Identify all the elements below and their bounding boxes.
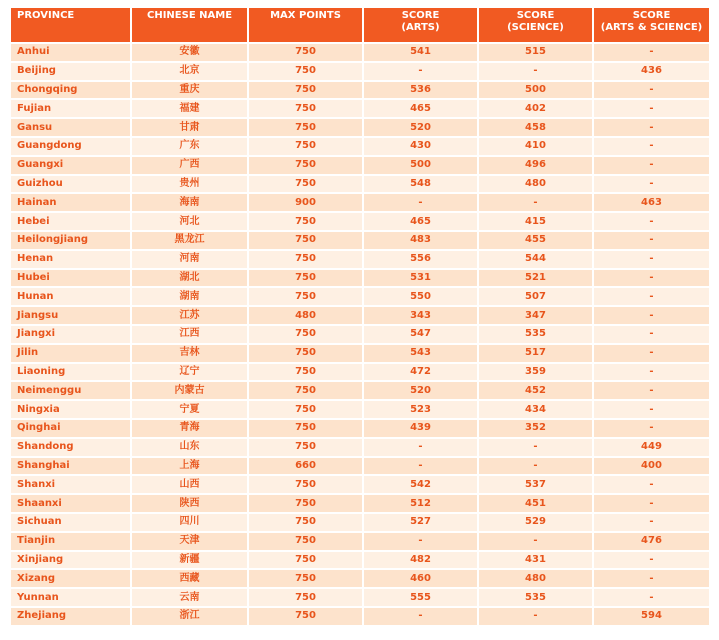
cell-province: Shaanxi xyxy=(11,495,130,512)
cell-province: Liaoning xyxy=(11,364,130,381)
cell-score-arts: 542 xyxy=(364,476,477,493)
cell-province: Hunan xyxy=(11,288,130,305)
cell-province: Yunnan xyxy=(11,589,130,606)
cell-score-arts-science: - xyxy=(594,589,709,606)
cell-chinese-name: 广西 xyxy=(132,157,247,174)
cell-score-arts-science: - xyxy=(594,138,709,155)
cell-score-science: 402 xyxy=(479,100,592,117)
cell-chinese-name: 青海 xyxy=(132,420,247,437)
table-row xyxy=(11,288,709,305)
cell-score-arts: 548 xyxy=(364,176,477,193)
cell-score-arts: 536 xyxy=(364,82,477,99)
cell-score-science: - xyxy=(479,194,592,211)
cell-score-arts-science: - xyxy=(594,326,709,343)
table-row xyxy=(11,570,709,587)
cell-max-points: 750 xyxy=(249,589,362,606)
cell-score-arts: - xyxy=(364,458,477,475)
cell-score-arts: 541 xyxy=(364,44,477,61)
cell-score-science: 537 xyxy=(479,476,592,493)
table-row xyxy=(11,307,709,324)
cell-score-science: 434 xyxy=(479,401,592,418)
cell-chinese-name: 湖北 xyxy=(132,270,247,287)
cell-score-arts-science: 463 xyxy=(594,194,709,211)
cell-max-points: 750 xyxy=(249,251,362,268)
cell-score-science: - xyxy=(479,533,592,550)
cell-score-arts-science: - xyxy=(594,570,709,587)
table-row xyxy=(11,251,709,268)
cell-chinese-name: 安徽 xyxy=(132,44,247,61)
cell-max-points: 750 xyxy=(249,382,362,399)
cell-score-arts: 472 xyxy=(364,364,477,381)
cell-province: Hebei xyxy=(11,213,130,230)
cell-max-points: 750 xyxy=(249,552,362,569)
cell-score-science: 496 xyxy=(479,157,592,174)
header-province: PROVINCE xyxy=(11,8,130,42)
cell-score-arts-science: - xyxy=(594,495,709,512)
cell-score-arts-science: - xyxy=(594,288,709,305)
cell-score-arts-science: 449 xyxy=(594,439,709,456)
cell-max-points: 750 xyxy=(249,439,362,456)
cell-score-science: - xyxy=(479,608,592,625)
cell-max-points: 900 xyxy=(249,194,362,211)
cell-province: Chongqing xyxy=(11,82,130,99)
cell-score-arts: 439 xyxy=(364,420,477,437)
cell-score-arts-science: - xyxy=(594,157,709,174)
table-row xyxy=(11,364,709,381)
cell-score-science: 455 xyxy=(479,232,592,249)
cell-score-science: 544 xyxy=(479,251,592,268)
cell-score-arts-science: - xyxy=(594,100,709,117)
cell-province: Shanghai xyxy=(11,458,130,475)
table-row xyxy=(11,458,709,475)
table-header-row xyxy=(11,8,709,42)
cell-chinese-name: 河南 xyxy=(132,251,247,268)
cell-score-arts-science: - xyxy=(594,514,709,531)
cell-max-points: 750 xyxy=(249,495,362,512)
cell-score-science: 359 xyxy=(479,364,592,381)
cell-chinese-name: 新疆 xyxy=(132,552,247,569)
cell-score-arts: 556 xyxy=(364,251,477,268)
cell-score-arts-science: - xyxy=(594,213,709,230)
cell-chinese-name: 河北 xyxy=(132,213,247,230)
cell-chinese-name: 吉林 xyxy=(132,345,247,362)
cell-score-science: - xyxy=(479,439,592,456)
cell-score-arts-science: - xyxy=(594,345,709,362)
cell-score-science: 480 xyxy=(479,570,592,587)
cell-score-arts: - xyxy=(364,194,477,211)
table-row xyxy=(11,100,709,117)
cell-score-arts-science: 476 xyxy=(594,533,709,550)
cell-score-arts: 430 xyxy=(364,138,477,155)
cell-max-points: 750 xyxy=(249,364,362,381)
cell-province: Neimenggu xyxy=(11,382,130,399)
cell-score-arts: 520 xyxy=(364,119,477,136)
cell-province: Sichuan xyxy=(11,514,130,531)
cell-province: Qinghai xyxy=(11,420,130,437)
cell-max-points: 750 xyxy=(249,100,362,117)
cell-score-arts: - xyxy=(364,439,477,456)
cell-score-science: 535 xyxy=(479,326,592,343)
cell-province: Guizhou xyxy=(11,176,130,193)
cell-chinese-name: 浙江 xyxy=(132,608,247,625)
table-row xyxy=(11,270,709,287)
header-score-arts-science-line2: (ARTS & SCIENCE) xyxy=(600,22,703,33)
cell-score-science: 529 xyxy=(479,514,592,531)
cell-province: Guangxi xyxy=(11,157,130,174)
header-score-arts-science-line1: SCORE xyxy=(632,10,671,21)
cell-chinese-name: 云南 xyxy=(132,589,247,606)
cell-score-arts: 512 xyxy=(364,495,477,512)
cell-chinese-name: 甘肃 xyxy=(132,119,247,136)
table-row xyxy=(11,232,709,249)
cell-province: Hubei xyxy=(11,270,130,287)
table-row xyxy=(11,401,709,418)
cell-max-points: 750 xyxy=(249,176,362,193)
cell-chinese-name: 广东 xyxy=(132,138,247,155)
cell-max-points: 750 xyxy=(249,326,362,343)
cell-max-points: 750 xyxy=(249,157,362,174)
cell-province: Tianjin xyxy=(11,533,130,550)
cell-chinese-name: 重庆 xyxy=(132,82,247,99)
cell-max-points: 750 xyxy=(249,401,362,418)
table-row xyxy=(11,533,709,550)
cell-max-points: 750 xyxy=(249,232,362,249)
header-score-arts-line2: (ARTS) xyxy=(401,22,440,33)
cell-score-science: 521 xyxy=(479,270,592,287)
cell-score-arts-science: - xyxy=(594,552,709,569)
cell-score-science: 500 xyxy=(479,82,592,99)
cell-score-arts: 523 xyxy=(364,401,477,418)
cell-score-arts: 531 xyxy=(364,270,477,287)
cell-max-points: 750 xyxy=(249,63,362,80)
cell-score-arts-science: - xyxy=(594,82,709,99)
table-row xyxy=(11,82,709,99)
cell-score-arts-science: - xyxy=(594,364,709,381)
cell-score-arts-science: 400 xyxy=(594,458,709,475)
cell-max-points: 750 xyxy=(249,44,362,61)
cell-score-science: 458 xyxy=(479,119,592,136)
cell-score-science: 410 xyxy=(479,138,592,155)
cell-province: Xinjiang xyxy=(11,552,130,569)
cell-chinese-name: 北京 xyxy=(132,63,247,80)
cell-score-science: 515 xyxy=(479,44,592,61)
cell-chinese-name: 江西 xyxy=(132,326,247,343)
cell-score-arts: 343 xyxy=(364,307,477,324)
cell-max-points: 660 xyxy=(249,458,362,475)
cell-max-points: 750 xyxy=(249,533,362,550)
cell-province: Jiangsu xyxy=(11,307,130,324)
table-row xyxy=(11,608,709,625)
cell-max-points: 750 xyxy=(249,514,362,531)
cell-chinese-name: 湖南 xyxy=(132,288,247,305)
cell-chinese-name: 黑龙江 xyxy=(132,232,247,249)
cell-province: Beijing xyxy=(11,63,130,80)
cell-province: Shanxi xyxy=(11,476,130,493)
cell-max-points: 750 xyxy=(249,288,362,305)
table-row xyxy=(11,194,709,211)
cell-score-science: 451 xyxy=(479,495,592,512)
cell-chinese-name: 内蒙古 xyxy=(132,382,247,399)
header-score-arts-line1: SCORE xyxy=(401,10,440,21)
cell-max-points: 750 xyxy=(249,213,362,230)
cell-score-science: 480 xyxy=(479,176,592,193)
table-row xyxy=(11,476,709,493)
table-row xyxy=(11,176,709,193)
score-table-container xyxy=(11,8,711,627)
cell-max-points: 480 xyxy=(249,307,362,324)
cell-score-arts: - xyxy=(364,533,477,550)
cell-score-science: - xyxy=(479,458,592,475)
cell-score-arts: 500 xyxy=(364,157,477,174)
header-max-points: MAX POINTS xyxy=(249,8,362,42)
cell-province: Fujian xyxy=(11,100,130,117)
cell-province: Guangdong xyxy=(11,138,130,155)
cell-chinese-name: 山西 xyxy=(132,476,247,493)
table-row xyxy=(11,213,709,230)
cell-score-arts: 460 xyxy=(364,570,477,587)
cell-max-points: 750 xyxy=(249,270,362,287)
cell-score-arts-science: - xyxy=(594,401,709,418)
cell-max-points: 750 xyxy=(249,82,362,99)
cell-score-arts: 482 xyxy=(364,552,477,569)
cell-province: Gansu xyxy=(11,119,130,136)
cell-score-arts: 465 xyxy=(364,100,477,117)
header-score-science-line1: SCORE xyxy=(516,10,555,21)
table-row xyxy=(11,420,709,437)
table-row xyxy=(11,345,709,362)
cell-max-points: 750 xyxy=(249,570,362,587)
cell-chinese-name: 西藏 xyxy=(132,570,247,587)
cell-chinese-name: 上海 xyxy=(132,458,247,475)
cell-score-arts: 520 xyxy=(364,382,477,399)
cell-score-arts: 550 xyxy=(364,288,477,305)
table-row xyxy=(11,552,709,569)
table-row xyxy=(11,138,709,155)
cell-score-science: 415 xyxy=(479,213,592,230)
header-score-science-line2: (SCIENCE) xyxy=(507,22,564,33)
cell-score-arts-science: 594 xyxy=(594,608,709,625)
cell-score-arts-science: - xyxy=(594,420,709,437)
cell-chinese-name: 陕西 xyxy=(132,495,247,512)
cell-province: Henan xyxy=(11,251,130,268)
cell-province: Hainan xyxy=(11,194,130,211)
cell-score-arts-science: 436 xyxy=(594,63,709,80)
cell-chinese-name: 四川 xyxy=(132,514,247,531)
cell-max-points: 750 xyxy=(249,345,362,362)
cell-score-arts-science: - xyxy=(594,270,709,287)
cell-chinese-name: 江苏 xyxy=(132,307,247,324)
header-score-science xyxy=(479,8,592,42)
header-score-arts xyxy=(364,8,477,42)
cell-score-arts: 543 xyxy=(364,345,477,362)
cell-chinese-name: 宁夏 xyxy=(132,401,247,418)
cell-province: Shandong xyxy=(11,439,130,456)
cell-chinese-name: 贵州 xyxy=(132,176,247,193)
cell-score-science: 535 xyxy=(479,589,592,606)
cell-score-science: 347 xyxy=(479,307,592,324)
cell-score-arts-science: - xyxy=(594,232,709,249)
header-score-arts-science xyxy=(594,8,709,42)
cell-score-arts-science: - xyxy=(594,44,709,61)
cell-chinese-name: 海南 xyxy=(132,194,247,211)
cell-score-arts-science: - xyxy=(594,251,709,268)
cell-score-arts: 555 xyxy=(364,589,477,606)
cell-score-arts: 465 xyxy=(364,213,477,230)
cell-province: Anhui xyxy=(11,44,130,61)
table-row xyxy=(11,63,709,80)
cell-score-science: 352 xyxy=(479,420,592,437)
cell-score-science: 507 xyxy=(479,288,592,305)
table-body xyxy=(11,44,709,625)
table-row xyxy=(11,157,709,174)
cell-score-arts-science: - xyxy=(594,119,709,136)
table-row xyxy=(11,439,709,456)
cell-score-arts: - xyxy=(364,63,477,80)
table-row xyxy=(11,44,709,61)
cell-province: Zhejiang xyxy=(11,608,130,625)
cell-score-arts-science: - xyxy=(594,476,709,493)
cell-province: Ningxia xyxy=(11,401,130,418)
cell-chinese-name: 山东 xyxy=(132,439,247,456)
cell-chinese-name: 天津 xyxy=(132,533,247,550)
cell-max-points: 750 xyxy=(249,119,362,136)
cell-score-arts-science: - xyxy=(594,382,709,399)
cell-chinese-name: 辽宁 xyxy=(132,364,247,381)
cell-max-points: 750 xyxy=(249,420,362,437)
cell-score-science: - xyxy=(479,63,592,80)
cell-chinese-name: 福建 xyxy=(132,100,247,117)
table-row xyxy=(11,495,709,512)
cell-province: Jilin xyxy=(11,345,130,362)
table-row xyxy=(11,119,709,136)
header-chinese-name: CHINESE NAME xyxy=(132,8,247,42)
cell-score-science: 452 xyxy=(479,382,592,399)
cell-score-arts: 547 xyxy=(364,326,477,343)
cell-max-points: 750 xyxy=(249,476,362,493)
cell-score-science: 517 xyxy=(479,345,592,362)
cell-score-arts: 527 xyxy=(364,514,477,531)
cell-score-arts: - xyxy=(364,608,477,625)
cell-province: Xizang xyxy=(11,570,130,587)
cell-score-science: 431 xyxy=(479,552,592,569)
province-score-table xyxy=(9,6,711,627)
cell-score-arts: 483 xyxy=(364,232,477,249)
cell-max-points: 750 xyxy=(249,608,362,625)
table-row xyxy=(11,382,709,399)
cell-province: Heilongjiang xyxy=(11,232,130,249)
table-row xyxy=(11,326,709,343)
cell-province: Jiangxi xyxy=(11,326,130,343)
cell-score-arts-science: - xyxy=(594,307,709,324)
table-row xyxy=(11,589,709,606)
cell-max-points: 750 xyxy=(249,138,362,155)
table-row xyxy=(11,514,709,531)
cell-score-arts-science: - xyxy=(594,176,709,193)
